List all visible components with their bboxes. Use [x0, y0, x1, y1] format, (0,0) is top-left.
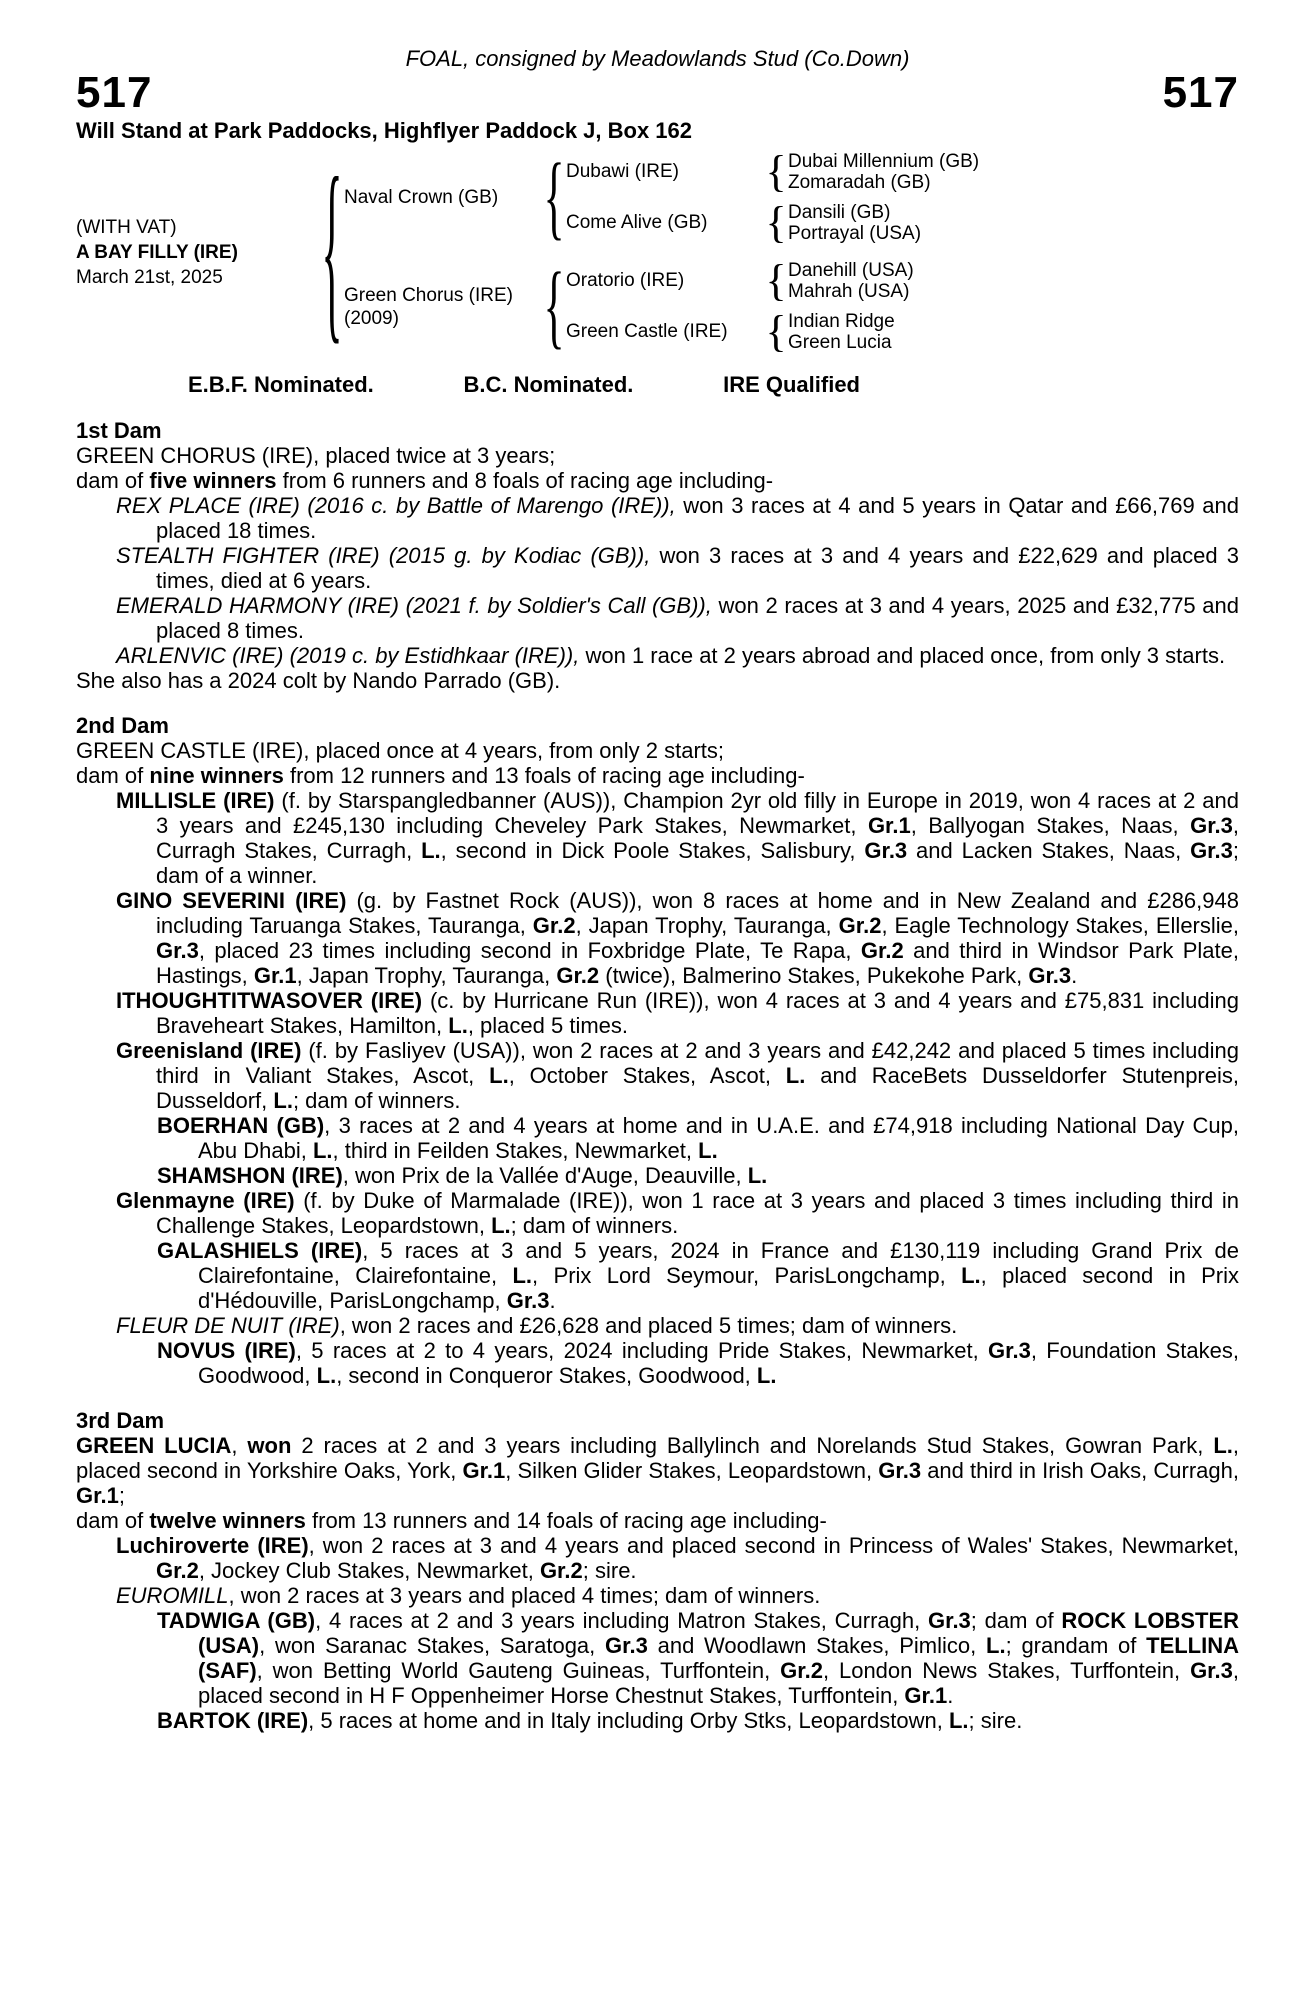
- emphasis-text: twelve winners: [149, 1508, 306, 1533]
- body-text: , won Saranac Stakes, Saratoga,: [259, 1633, 606, 1658]
- pedigree-paragraph: [76, 1113, 1239, 1163]
- pedigree-paragraph: [76, 643, 1239, 668]
- pedigree-brace-sire: {: [543, 143, 565, 250]
- body-text: , Prix Lord Seymour, ParisLongchamp,: [532, 1263, 962, 1288]
- body-text: , placed 5 times.: [467, 1013, 628, 1038]
- consignor-line: FOAL, consigned by Meadowlands Stud (Co.Down): [405, 46, 910, 71]
- emphasis-text: Gr.3: [864, 838, 908, 863]
- bc-nominated-label: B.C. Nominated.: [463, 372, 634, 397]
- body-text: GREEN CASTLE (IRE), placed once at 4 years, from only 2 starts;: [76, 738, 725, 763]
- gen3-name: Zomaradah (GB): [788, 172, 931, 193]
- pedigree-paragraph: [76, 738, 1239, 763]
- dam-section: [76, 1408, 1239, 1733]
- lot-number-right: 517: [1162, 68, 1239, 117]
- emphasis-text: ITHOUGHTITWASOVER (IRE): [116, 988, 430, 1013]
- emphasis-text: Gr.1: [867, 813, 911, 838]
- body-text: ; sire.: [968, 1708, 1023, 1733]
- emphasis-text: Gr.1: [76, 1483, 119, 1508]
- pedigree-paragraph: [76, 1533, 1239, 1583]
- emphasis-text: Gr.3: [1190, 813, 1233, 838]
- vat-note: (WITH VAT): [76, 216, 177, 238]
- emphasis-text: Gr.1: [904, 1683, 948, 1708]
- emphasis-text: L.: [491, 1213, 511, 1238]
- dam-section: [76, 713, 1239, 1388]
- sire-dam-branch: [566, 198, 1028, 247]
- sire-branch: [344, 143, 1028, 250]
- pedigree-paragraph: [76, 1163, 1239, 1188]
- subject-name: A BAY FILLY (IRE): [76, 241, 238, 263]
- pedigree-subject: [76, 215, 320, 290]
- emphasis-text: Gr.2: [556, 963, 600, 988]
- emphasis-text: Gr.3: [605, 1633, 648, 1658]
- horse-name-italic: STEALTH FIGHTER (IRE) (2015 g. by Kodiac (GB)),: [116, 543, 651, 568]
- pedigree-paragraph: [76, 888, 1239, 988]
- emphasis-text: TADWIGA (GB): [157, 1608, 316, 1633]
- emphasis-text: five winners: [149, 468, 277, 493]
- body-text: from 6 runners and 8 foals of racing age including-: [276, 468, 774, 493]
- pedigree-brace-small: {: [765, 198, 787, 247]
- body-text: , Eagle Technology Stakes, Ellerslie,: [881, 913, 1239, 938]
- body-text: , won 2 races at 3 and 4 years and placed second in Princess of Wales' Stakes, Newmarket,: [308, 1533, 1239, 1558]
- body-text: won 3 races at 4 and 5 years in Qatar and £66,769 and placed 18 times.: [156, 493, 1240, 543]
- pedigree-paragraph: [76, 668, 1239, 693]
- gen3-name: Danehill (USA): [788, 260, 914, 281]
- body-text: , Ballyogan Stakes, Naas,: [910, 813, 1191, 838]
- emphasis-text: GREEN LUCIA: [76, 1433, 232, 1458]
- emphasis-text: Gr.3: [988, 1338, 1031, 1363]
- body-text: ; dam of: [970, 1608, 1062, 1633]
- emphasis-text: L.: [961, 1263, 981, 1288]
- emphasis-text: L.: [785, 1063, 806, 1088]
- pedigree-paragraph: [76, 1708, 1239, 1733]
- body-text: ; dam of winners.: [292, 1088, 461, 1113]
- emphasis-text: Luchiroverte (IRE): [116, 1533, 309, 1558]
- body-text: , Japan Trophy, Tauranga,: [296, 963, 557, 988]
- body-text: , won Prix de la Vallée d'Auge, Deauville,: [342, 1163, 748, 1188]
- emphasis-text: Gr.1: [462, 1458, 506, 1483]
- body-text: , third in Feilden Stakes, Newmarket,: [332, 1138, 699, 1163]
- body-text: (c. by Hurricane Run (IRE)), won 4 races at 3 and 4 years and £75,831 including Braveheart Stakes, Hamilton,: [156, 988, 1239, 1038]
- dam-year: (2009): [344, 307, 399, 329]
- emphasis-text: won: [247, 1433, 292, 1458]
- emphasis-text: Glenmayne (IRE): [116, 1188, 304, 1213]
- body-text: , placed second in Yorkshire Oaks, York,: [76, 1433, 1239, 1483]
- gen3-name: Indian Ridge: [788, 311, 895, 332]
- emphasis-text: Gr.3: [1190, 1658, 1233, 1683]
- emphasis-text: TELLINA (SAF): [198, 1633, 1240, 1683]
- body-text: ;: [118, 1483, 125, 1508]
- body-text: .: [549, 1288, 556, 1313]
- body-text: and RaceBets Dusseldorfer Stutenpreis, Dusseldorf,: [156, 1063, 1239, 1113]
- pedigree-paragraph: [76, 593, 1239, 643]
- body-text: , 5 races at home and in Italy including Orby Stks, Leopardstown,: [308, 1708, 949, 1733]
- body-text: She also has a 2024 colt by Nando Parrado (GB).: [76, 668, 561, 693]
- sire-dam-name: Come Alive (GB): [566, 212, 708, 233]
- pedigree-brace-small: {: [765, 307, 787, 356]
- emphasis-text: L.: [747, 1163, 768, 1188]
- pedigree-paragraph: [76, 443, 1239, 468]
- pedigree-paragraph: [76, 788, 1239, 888]
- horse-name-italic: ARLENVIC (IRE) (2019 c. by Estidhkaar (IRE)),: [116, 643, 580, 668]
- body-text: ; dam of winners.: [510, 1213, 679, 1238]
- body-text: , Japan Trophy, Tauranga,: [575, 913, 839, 938]
- gen3-name: Dansili (GB): [788, 202, 891, 223]
- emphasis-text: Gr.3: [506, 1288, 550, 1313]
- emphasis-text: L.: [448, 1013, 468, 1038]
- body-text: , 4 races at 2 and 3 years including Matron Stakes, Curragh,: [315, 1608, 928, 1633]
- emphasis-text: Gr.3: [156, 938, 199, 963]
- pedigree-paragraph: [76, 763, 1239, 788]
- pedigree-paragraph: [76, 543, 1239, 593]
- pedigree-table: [76, 137, 1239, 363]
- body-text: from 12 runners and 13 foals of racing age including-: [283, 763, 805, 788]
- emphasis-text: MILLISLE (IRE): [116, 788, 282, 813]
- emphasis-text: Gr.2: [532, 913, 576, 938]
- dam-sire-branch: [566, 256, 1028, 305]
- ire-qualified-label: IRE Qualified: [723, 372, 860, 397]
- gen3-name: Mahrah (USA): [788, 281, 910, 302]
- emphasis-text: Greenisland (IRE): [116, 1038, 309, 1063]
- body-text: and Woodlawn Stakes, Pimlico,: [647, 1633, 987, 1658]
- pedigree-gen1-column: [344, 143, 1028, 359]
- pedigree-brace-dam: {: [543, 252, 565, 359]
- body-text: .: [1071, 963, 1078, 988]
- body-text: , won 2 races at 3 years and placed 4 times; dam of winners.: [228, 1583, 821, 1608]
- body-text: (twice), Balmerino Stakes, Pukekohe Park,: [599, 963, 1029, 988]
- pedigree-paragraph: [76, 1188, 1239, 1238]
- emphasis-text: L.: [512, 1263, 533, 1288]
- section-heading: 1st Dam: [76, 418, 162, 443]
- dam-branch: [344, 252, 1028, 359]
- emphasis-text: L.: [489, 1063, 509, 1088]
- body-text: , second in Conqueror Stakes, Goodwood,: [336, 1363, 757, 1388]
- horse-name-italic: FLEUR DE NUIT (IRE): [116, 1313, 340, 1338]
- emphasis-text: BOERHAN (GB): [157, 1113, 325, 1138]
- dam-name-block: [344, 284, 542, 330]
- pedigree-paragraph: [76, 1583, 1239, 1608]
- body-text: , placed second in H F Oppenheimer Horse Chestnut Stakes, Turffontein,: [198, 1658, 1239, 1708]
- emphasis-text: L.: [273, 1088, 293, 1113]
- horse-name-italic: EMERALD HARMONY (IRE) (2021 f. by Soldier's Call (GB)),: [116, 593, 712, 618]
- emphasis-text: L.: [986, 1633, 1006, 1658]
- section-heading: 3rd Dam: [76, 1408, 165, 1433]
- emphasis-text: Gr.1: [253, 963, 297, 988]
- horse-name-italic: REX PLACE (IRE) (2016 c. by Battle of Marengo (IRE)),: [116, 493, 676, 518]
- body-text: ,: [231, 1433, 248, 1458]
- body-text: (f. by Starspangledbanner (AUS)), Champion 2yr old filly in Europe in 2019, won 4 races at 2 and 3 years and £245,130 including Cheveley Park Stakes, Newmarket,: [156, 788, 1240, 838]
- section-heading: 2nd Dam: [76, 713, 169, 738]
- gen3-name: Portrayal (USA): [788, 223, 922, 244]
- emphasis-text: Gr.3: [927, 1608, 971, 1633]
- emphasis-text: GALASHIELS (IRE): [157, 1238, 363, 1263]
- emphasis-text: L.: [421, 838, 441, 863]
- pedigree-brace-main: {: [321, 137, 343, 363]
- pedigree-brace-small: {: [765, 147, 787, 196]
- body-text: , placed 23 times including second in Foxbridge Plate, Te Rapa,: [198, 938, 861, 963]
- body-text: , 3 races at 2 and 4 years at home and in U.A.E. and £74,918 including National Day Cup, Abu Dhabi,: [198, 1113, 1239, 1163]
- pedigree-paragraph: [76, 988, 1239, 1038]
- pedigree-paragraph: [76, 1038, 1239, 1113]
- emphasis-text: Gr.2: [838, 913, 882, 938]
- pedigree-paragraph: [76, 493, 1239, 543]
- pedigree-paragraph: [76, 1313, 1239, 1338]
- emphasis-text: ROCK LOBSTER (USA): [198, 1608, 1240, 1658]
- stand-location-line: Will Stand at Park Paddocks, Highflyer Paddock J, Box 162: [76, 118, 692, 143]
- body-text: , second in Dick Poole Stakes, Salisbury,: [440, 838, 865, 863]
- emphasis-text: L.: [698, 1138, 718, 1163]
- gen3-name: Dubai Millennium (GB): [788, 151, 980, 172]
- emphasis-text: L.: [756, 1363, 777, 1388]
- body-text: and third in Irish Oaks, Curragh,: [921, 1458, 1239, 1483]
- gen3-name: Green Lucia: [788, 332, 892, 353]
- sire-name: Naval Crown (GB): [344, 187, 499, 208]
- body-text: , won Betting World Gauteng Guineas, Turffontein,: [256, 1658, 781, 1683]
- emphasis-text: Gr.2: [156, 1558, 199, 1583]
- body-text: and third in Windsor Park Plate, Hastings,: [156, 938, 1239, 988]
- emphasis-text: L.: [316, 1363, 337, 1388]
- emphasis-text: BARTOK (IRE): [157, 1708, 309, 1733]
- body-text: , Curragh Stakes, Curragh,: [156, 813, 1240, 863]
- body-text: 2 races at 2 and 3 years including Ballylinch and Norelands Stud Stakes, Gowran Park,: [291, 1433, 1214, 1458]
- emphasis-text: L.: [312, 1138, 333, 1163]
- body-text: , placed second in Prix d'Hédouville, ParisLongchamp,: [198, 1263, 1240, 1313]
- body-text: , Jockey Club Stakes, Newmarket,: [198, 1558, 540, 1583]
- body-text: , Silken Glider Stakes, Leopardstown,: [505, 1458, 879, 1483]
- body-text: and Lacken Stakes, Naas,: [907, 838, 1191, 863]
- emphasis-text: L.: [1213, 1433, 1233, 1458]
- emphasis-text: Gr.2: [780, 1658, 823, 1683]
- body-text: ; sire.: [582, 1558, 637, 1583]
- dam-sections: [76, 418, 1239, 1733]
- body-text: (f. by Fasliyev (USA)), won 2 races at 2 and 3 years and £42,242 and placed 5 times including third in Valiant Stakes, Ascot,: [156, 1038, 1239, 1088]
- subject-foal-date: March 21st, 2025: [76, 266, 223, 288]
- body-text: (g. by Fastnet Rock (AUS)), won 8 races at home and in New Zealand and £286,948 including Taruanga Stakes, Tauranga,: [156, 888, 1239, 938]
- pedigree-brace-small: {: [765, 256, 787, 305]
- pedigree-paragraph: [76, 1508, 1239, 1533]
- pedigree-paragraph: [76, 1338, 1239, 1388]
- body-text: , Foundation Stakes, Goodwood,: [198, 1338, 1239, 1388]
- emphasis-text: Gr.3: [878, 1458, 922, 1483]
- emphasis-text: GINO SEVERINI (IRE): [116, 888, 357, 913]
- horse-name-italic: EUROMILL: [116, 1583, 229, 1608]
- emphasis-text: Gr.3: [1190, 838, 1233, 863]
- emphasis-text: L.: [948, 1708, 969, 1733]
- emphasis-text: nine winners: [149, 763, 284, 788]
- ebf-nominated-label: E.B.F. Nominated.: [188, 372, 374, 397]
- pedigree-paragraph: [76, 1433, 1239, 1508]
- emphasis-text: NOVUS (IRE): [157, 1338, 296, 1363]
- body-text: ; grandam of: [1005, 1633, 1147, 1658]
- lot-number-row: [76, 70, 1239, 116]
- body-text: , London News Stakes, Turffontein,: [822, 1658, 1191, 1683]
- body-text: dam of: [76, 468, 150, 493]
- dam-name: Green Chorus (IRE): [344, 284, 513, 306]
- pedigree-paragraph: [76, 1608, 1239, 1708]
- body-text: GREEN CHORUS (IRE), placed twice at 3 years;: [76, 443, 556, 468]
- sire-sire-branch: [566, 147, 1028, 196]
- body-text: , October Stakes, Ascot,: [508, 1063, 786, 1088]
- emphasis-text: Gr.2: [860, 938, 904, 963]
- body-text: from 13 runners and 14 foals of racing age including-: [305, 1508, 827, 1533]
- body-text: , 5 races at 2 to 4 years, 2024 including Pride Stakes, Newmarket,: [295, 1338, 988, 1363]
- dam-section: [76, 418, 1239, 693]
- dam-sire-name: Oratorio (IRE): [566, 270, 685, 291]
- body-text: ; dam of a winner.: [156, 838, 1239, 888]
- emphasis-text: SHAMSHON (IRE): [157, 1163, 343, 1188]
- emphasis-text: Gr.3: [1028, 963, 1072, 988]
- body-text: , won 2 races and £26,628 and placed 5 times; dam of winners.: [339, 1313, 958, 1338]
- sire-sire-name: Dubawi (IRE): [566, 161, 679, 182]
- body-text: won 1 race at 2 years abroad and placed once, from only 3 starts.: [579, 643, 1226, 668]
- dam-dam-name: Green Castle (IRE): [566, 321, 728, 342]
- body-text: won 3 races at 3 and 4 years and £22,629 and placed 3 times, died at 6 years.: [156, 543, 1239, 593]
- pedigree-paragraph: [76, 468, 1239, 493]
- body-text: dam of: [76, 1508, 150, 1533]
- dam-dam-branch: [566, 307, 1028, 356]
- body-text: .: [947, 1683, 954, 1708]
- body-text: (f. by Duke of Marmalade (IRE)), won 1 race at 3 years and placed 3 times including third in Challenge Stakes, Leopardstown,: [156, 1188, 1240, 1238]
- body-text: won 2 races at 3 and 4 years, 2025 and £32,775 and placed 8 times.: [156, 593, 1239, 643]
- pedigree-paragraph: [76, 1238, 1239, 1313]
- emphasis-text: Gr.2: [539, 1558, 583, 1583]
- nominations-row: [188, 372, 860, 398]
- lot-number-left: 517: [76, 68, 153, 117]
- body-text: , 5 races at 3 and 5 years, 2024 in France and £130,119 including Grand Prix de Clairefontaine, Clairefontaine,: [198, 1238, 1239, 1288]
- body-text: dam of: [76, 763, 150, 788]
